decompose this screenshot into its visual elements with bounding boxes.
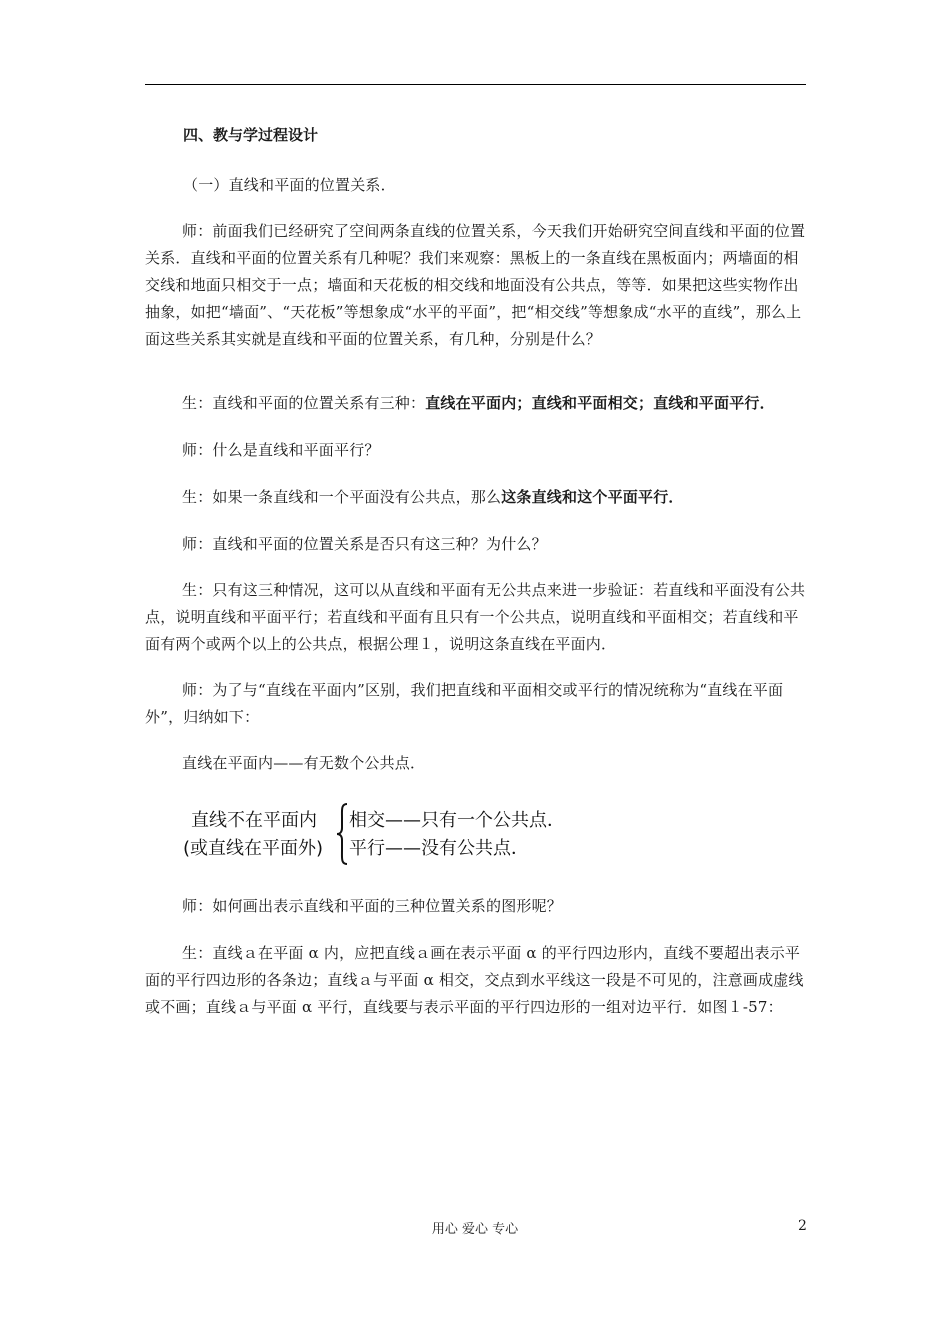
- student-answer-text: 生：直线和平面的位置关系有三种：: [182, 394, 426, 412]
- paragraph-teacher-summary: 师：为了与“直线在平面内”区别，我们把直线和平面相交或平行的情况统称为“直线在平面外”，归纳如下：: [145, 681, 784, 726]
- paragraph-definition: [145, 484, 806, 511]
- definition-bold: 这条直线和这个平面平行．: [501, 488, 684, 506]
- header-rule: [145, 84, 806, 85]
- paragraph-teacher-question: 师：什么是直线和平面平行？: [182, 441, 380, 459]
- classification-right-2: 平行——没有公共点．: [349, 838, 529, 859]
- classification-left-2: (或直线在平面外): [183, 838, 324, 859]
- page-number: 2: [798, 1218, 807, 1234]
- section-heading: 四、教与学过程设计: [183, 126, 319, 144]
- definition-text: 生：如果一条直线和一个平面没有公共点，那么: [182, 488, 502, 506]
- paragraph-student-proof: 生：只有这三种情况，这可以从直线和平面有无公共点来进一步验证：若直线和平面没有公共点，说明直线和平面平行；若直线和平面有且只有一个公共点，说明直线和平面相交；若直线和平面有两个或两个以上的公共点，根据公理１，说明这条直线在平面内．: [145, 581, 806, 653]
- classification-right-1: 相交——只有一个公共点．: [349, 810, 565, 831]
- line-in-plane: 直线在平面内——有无数个公共点．: [182, 754, 426, 772]
- paragraph-student-answer: [145, 390, 806, 417]
- subheading: （一）直线和平面的位置关系．: [183, 176, 396, 194]
- paragraph-teacher-draw: 师：如何画出表示直线和平面的三种位置关系的图形呢？: [182, 897, 563, 915]
- classification-diagram: [183, 800, 603, 868]
- classification-left-1: 直线不在平面内: [191, 810, 317, 831]
- paragraph-student-draw: 生：直线ａ在平面 α 内，应把直线ａ画在表示平面 α 的平行四边形内，直线不要超出表示平面的平行四边形的各条边；直线ａ与平面 α 相交，交点到水平线这一段是不可见的，注意画成虚线或不画；直线ａ与平面 α 平行，直线要与表示平面的平行四边形的一组对边平行．如图１-57：: [145, 944, 804, 1016]
- brace-icon: [335, 802, 349, 866]
- footer-motto: 用心 爱心 专心: [431, 1222, 519, 1237]
- student-answer-bold: 直线在平面内；直线和平面相交；直线和平面平行．: [425, 394, 775, 412]
- paragraph-teacher-why: 师：直线和平面的位置关系是否只有这三种？为什么？: [182, 535, 547, 553]
- paragraph-teacher-intro: 师：前面我们已经研究了空间两条直线的位置关系，今天我们开始研究空间直线和平面的位置关系．直线和平面的位置关系有几种呢？我们来观察：黑板上的一条直线在黑板面内；两墙面的相交线和地面只相交于一点；墙面和天花板的相交线和地面没有公共点，等等．如果把这些实物作出抽象，如把“墙面”、“天花板”等想象成“水平的平面”，把“相交线”等想象成“水平的直线”，那么上面这些关系其实就是直线和平面的位置关系，有几种，分别是什么？: [145, 222, 806, 348]
